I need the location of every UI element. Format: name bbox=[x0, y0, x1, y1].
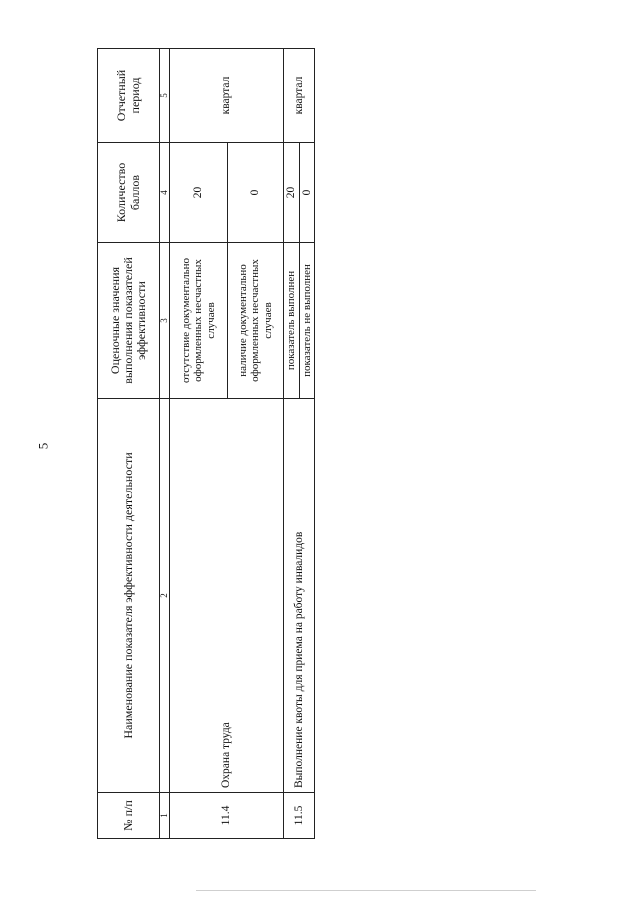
criterion-value: отсутствие документально оформленных несчастных случаев bbox=[170, 243, 228, 399]
row-period: квартал bbox=[170, 49, 284, 143]
column-index: 4 bbox=[160, 143, 170, 243]
page-number: 5 bbox=[35, 442, 51, 450]
row-num: 11.5 bbox=[284, 793, 315, 839]
column-index: 5 bbox=[160, 49, 170, 143]
criterion-score: 20 bbox=[170, 143, 228, 243]
row-name: Выполнение квоты для приема на работу инвалидов bbox=[284, 399, 315, 793]
performance-indicators-table-wrapper bbox=[97, 49, 313, 839]
criterion-score: 0 bbox=[228, 143, 284, 243]
row-num: 11.4 bbox=[170, 793, 284, 839]
table-row bbox=[170, 49, 228, 839]
table-header-row bbox=[98, 49, 160, 839]
header-name: Наименование показателя эффективности деятельности bbox=[98, 399, 160, 793]
criterion-value: показатель выполнен bbox=[284, 243, 300, 399]
row-period: квартал bbox=[284, 49, 315, 143]
header-score: Количество баллов bbox=[98, 143, 160, 243]
criterion-value: показатель не выполнен bbox=[299, 243, 315, 399]
criterion-score: 0 bbox=[299, 143, 315, 243]
column-index: 1 bbox=[160, 793, 170, 839]
row-name: Охрана труда bbox=[170, 399, 284, 793]
header-values: Оценочные значения выполнения показателей эффективности bbox=[98, 243, 160, 399]
criterion-value: наличие документально оформленных несчастных случаев bbox=[228, 243, 284, 399]
header-period: Отчетный период bbox=[98, 49, 160, 143]
table-row bbox=[284, 49, 300, 839]
column-index: 3 bbox=[160, 243, 170, 399]
performance-indicators-table bbox=[97, 48, 315, 839]
criterion-score: 20 bbox=[284, 143, 300, 243]
header-num: № п/п bbox=[98, 793, 160, 839]
scan-edge-line bbox=[196, 890, 536, 891]
column-index-row bbox=[160, 49, 170, 839]
column-index: 2 bbox=[160, 399, 170, 793]
